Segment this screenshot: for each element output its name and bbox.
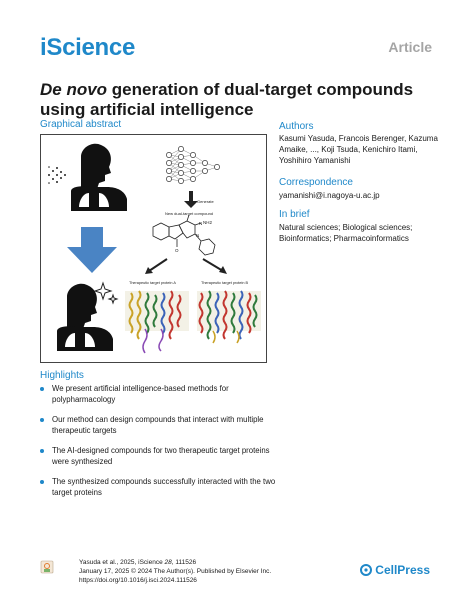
protein-b-icon [197,291,261,343]
citation-block [79,558,339,585]
highlight-item [40,477,280,498]
bullet-icon [40,418,44,422]
generate-label: Generate [197,199,214,204]
molecule-label-nh2: NH2 [203,220,213,225]
open-access-badge-icon [40,560,54,574]
highlight-text: The AI-designed compounds for two therapeutic target proteins were synthesized [52,446,270,466]
title-italic: De novo [40,80,108,99]
spray-icon [48,166,66,184]
publisher-name: CellPress [375,563,430,577]
molecule-label-n1: N [199,221,203,226]
target-b-label: Therapeutic target protein B [201,281,249,285]
protein-a-icon [125,291,189,353]
generate-arrow-icon [184,191,198,208]
cellpress-logo-icon [360,564,372,576]
authors-heading: Authors [279,121,314,132]
in-brief-text: Natural sciences; Biological sciences; Bioinformatics; Pharmacoinformatics [279,223,413,243]
highlight-item [40,415,280,436]
correspondence-email[interactable]: yamanishi@i.nagoya-u.ac.jp [279,191,380,200]
molecule-label-o: O [175,248,179,253]
bullet-icon [40,387,44,391]
citation-line-2: January 17, 2025 © 2024 The Author(s). Published by Elsevier Inc. [79,568,272,575]
sparkle-icon [95,283,117,303]
authors-list: Kasumi Yasuda, Francois Berenger, Kazuma Amaike, ..., Koji Tsuda, Kenichiro Itami, Yoshihiro Yamanishi [279,134,438,165]
journal-name: iScience [40,34,135,61]
highlights-heading: Highlights [40,370,84,381]
highlights-list [40,384,280,508]
graphical-abstract-figure [41,135,268,364]
highlight-item [40,384,280,405]
publisher-logo [360,563,430,577]
graphical-abstract-heading: Graphical abstract [40,119,122,130]
highlight-item [40,446,280,467]
citation-line-1: Yasuda et al., 2025, iScience 28, 111526 [79,559,197,566]
in-brief-heading: In brief [279,209,310,220]
molecule-label-n2: N [196,233,200,238]
target-a-label: Therapeutic target protein A [129,281,176,285]
split-arrows-icon [145,259,227,274]
graphical-abstract [40,134,267,363]
article-title [40,80,440,120]
new-compound-label: New dual-target compound [165,211,214,216]
bullet-icon [40,449,44,453]
highlight-text: The synthesized compounds successfully interacted with the two target proteins [52,477,276,497]
doi-link[interactable]: https://doi.org/10.1016/j.isci.2024.111526 [79,577,197,584]
article-type-label: Article [388,39,432,55]
title-rest: generation of dual-target compounds using artificial intelligence [40,80,414,119]
down-arrow-icon [67,227,117,273]
highlight-text: Our method can design compounds that interact with multiple therapeutic targets [52,415,264,435]
correspondence-heading: Correspondence [279,177,353,188]
highlight-text: We present artificial intelligence-based methods for polypharmacology [52,384,229,404]
bullet-icon [40,480,44,484]
